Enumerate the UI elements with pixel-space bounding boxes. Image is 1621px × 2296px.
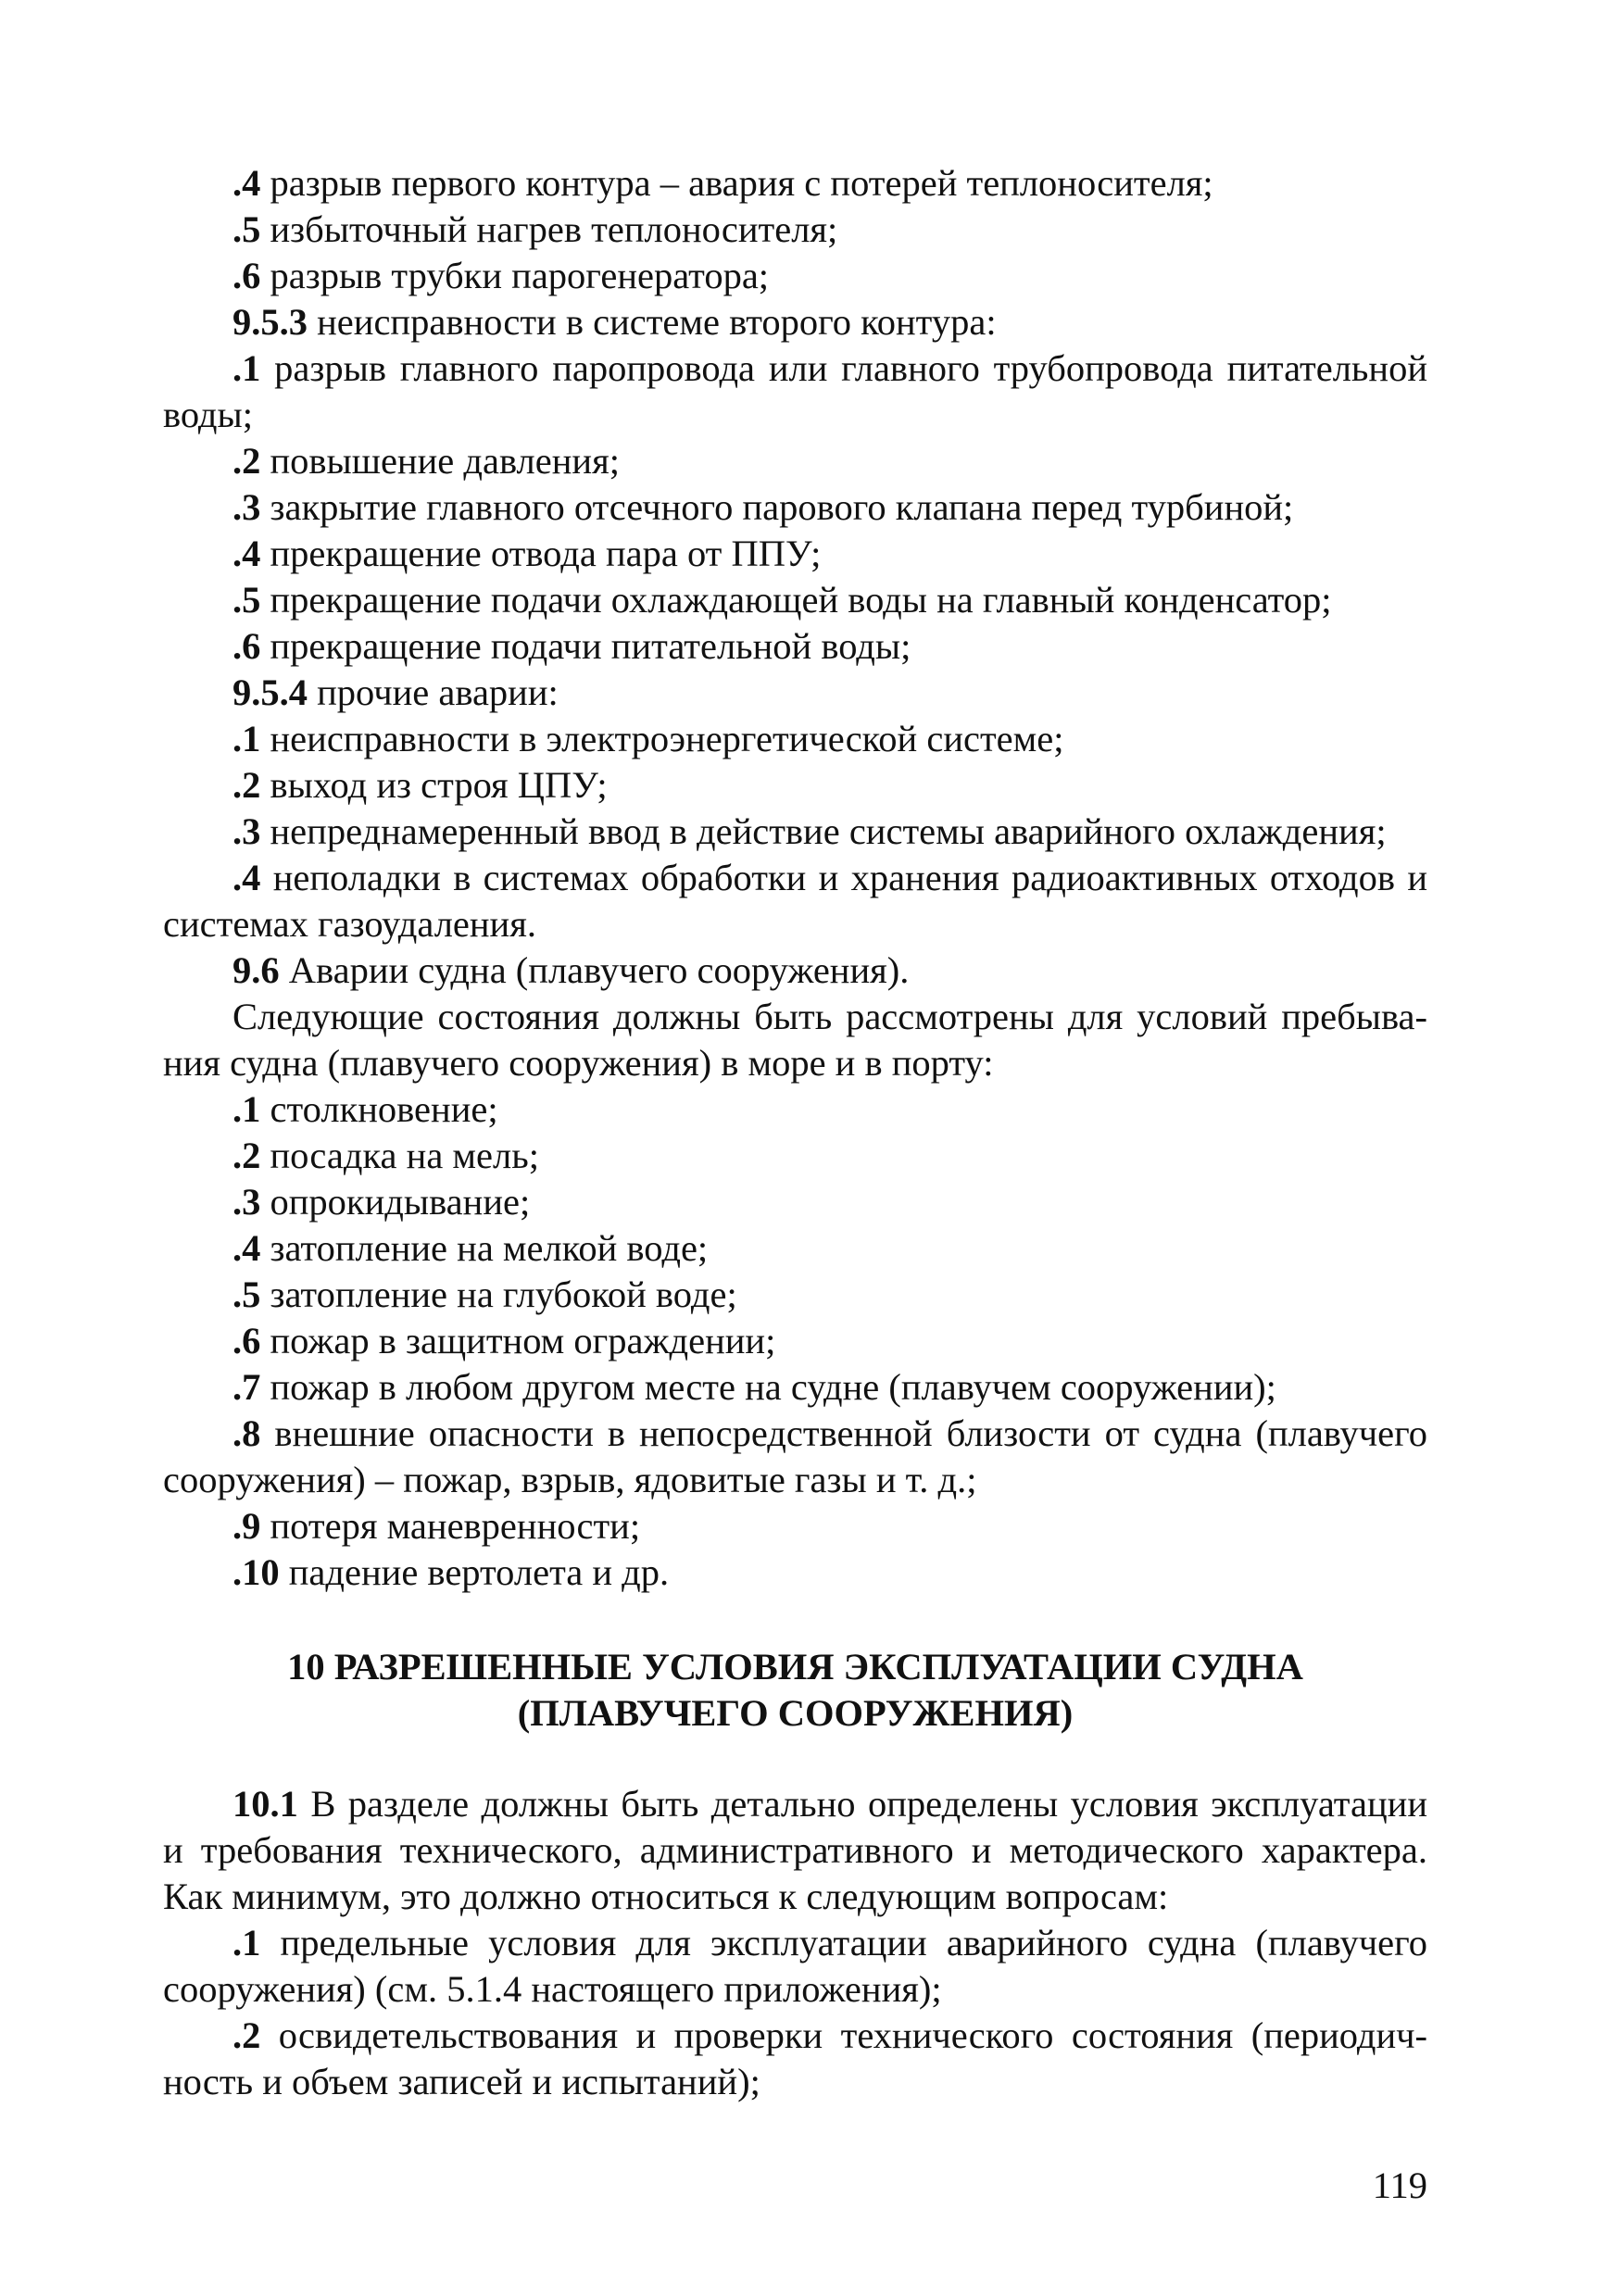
line-text: и требования технического, административного и методического характера. <box>163 1829 1427 1871</box>
item-number: 9.5.4 <box>232 671 308 713</box>
item-number: .2 <box>232 764 261 806</box>
text-line <box>0 392 1621 438</box>
line-text: неполадки в системах обработки и хранения радиоактивных отходов и <box>260 857 1427 898</box>
line-text: затопление на глубокой воде; <box>260 1273 737 1315</box>
item-number: .6 <box>232 625 261 667</box>
item-number: .1 <box>232 347 261 389</box>
line-text: сооружения) – пожар, взрыв, ядовитые газы и т. д.; <box>163 1459 977 1500</box>
item-number: .5 <box>232 1273 261 1315</box>
text-line <box>0 438 1621 484</box>
text-line <box>0 299 1621 345</box>
text-line <box>0 1827 1427 1874</box>
text-line <box>0 207 1621 253</box>
text-line <box>0 577 1621 623</box>
item-number: .4 <box>232 533 261 574</box>
line-text: выход из строя ЦПУ; <box>260 764 608 806</box>
line-text: избыточный нагрев теплоносителя; <box>260 208 838 250</box>
line-text: сооружения) (см. 5.1.4 настоящего приложения); <box>163 1968 942 2010</box>
line-text: потеря маневренности; <box>260 1505 641 1547</box>
item-number: .4 <box>232 162 261 204</box>
item-number: .1 <box>232 1088 261 1130</box>
text-line <box>0 1411 1427 1457</box>
text-line <box>0 1040 1621 1086</box>
item-number: 9.5.3 <box>232 301 308 343</box>
item-number: .6 <box>232 255 261 296</box>
text-line <box>0 901 1621 947</box>
item-number: .6 <box>232 1320 261 1361</box>
text-line <box>0 1179 1621 1225</box>
line-text: прочие аварии: <box>308 671 559 713</box>
item-number: 9.6 <box>232 949 280 991</box>
line-text: неисправности в электроэнергетической системе; <box>260 718 1064 759</box>
text-line <box>0 2013 1427 2059</box>
item-number: .3 <box>232 1181 261 1223</box>
line-text: освидетельствования и проверки технического состояния (периодич- <box>260 2014 1427 2056</box>
item-number: .4 <box>232 1227 261 1269</box>
line-text: разрыв трубки парогенератора; <box>260 255 770 296</box>
text-line <box>0 160 1621 207</box>
item-number: .3 <box>232 486 261 528</box>
line-text: предельные условия для эксплуатации аварийного судна (плавучего <box>260 1922 1427 1964</box>
item-number: 10.1 <box>232 1783 298 1825</box>
line-text: прекращение подачи питательной воды; <box>260 625 911 667</box>
text-line <box>0 2059 1621 2105</box>
text-line <box>0 762 1621 809</box>
line-text: разрыв первого контура – авария с потерей теплоносителя; <box>260 162 1213 204</box>
section-heading: (ПЛАВУЧЕГО СООРУЖЕНИЯ) <box>517 1692 1074 1734</box>
line-text: Как минимум, это должно относиться к следующим вопросам: <box>163 1876 1169 1917</box>
line-text: ния судна (плавучего сооружения) в море и в порту: <box>163 1042 994 1084</box>
text-line <box>0 1781 1427 1827</box>
text-line <box>0 531 1621 577</box>
line-text: падение вертолета и др. <box>279 1551 670 1593</box>
section-heading: 10 РАЗРЕШЕННЫЕ УСЛОВИЯ ЭКСПЛУАТАЦИИ СУДНА <box>287 1646 1303 1687</box>
item-number: .2 <box>232 1135 261 1176</box>
text-line <box>0 1318 1621 1364</box>
line-text: разрыв главного паропровода или главного трубопровода питательной <box>260 347 1427 389</box>
line-text: Следующие состояния должны быть рассмотрены для условий пребыва- <box>232 996 1427 1037</box>
page-number: 119 <box>1372 2164 1427 2206</box>
text-line <box>0 994 1427 1040</box>
item-number: .1 <box>232 1922 261 1964</box>
text-line <box>0 716 1621 762</box>
line-text: повышение давления; <box>260 440 620 482</box>
item-number: .2 <box>232 440 261 482</box>
item-number: .7 <box>232 1366 261 1408</box>
text-line <box>0 345 1427 392</box>
line-text: системах газоудаления. <box>163 903 536 945</box>
item-number: .9 <box>232 1505 261 1547</box>
item-number: .5 <box>232 579 261 621</box>
line-text: закрытие главного отсечного парового клапана перед турбиной; <box>260 486 1294 528</box>
line-text: воды; <box>163 394 253 435</box>
text-line <box>0 1549 1621 1596</box>
item-number: .3 <box>232 810 261 852</box>
item-number: .10 <box>232 1551 280 1593</box>
item-number: .2 <box>232 2014 261 2056</box>
item-number: .5 <box>232 208 261 250</box>
text-line <box>0 855 1427 901</box>
line-text: неисправности в системе второго контура: <box>308 301 997 343</box>
text-line <box>0 1225 1621 1272</box>
text-line <box>0 1874 1621 1920</box>
line-text: Аварии судна (плавучего сооружения). <box>279 949 910 991</box>
text-line <box>0 1966 1621 2013</box>
text-line <box>0 670 1621 716</box>
text-line <box>0 1503 1621 1549</box>
item-number: .4 <box>232 857 261 898</box>
line-text: непреднамеренный ввод в действие системы аварийного охлаждения; <box>260 810 1387 852</box>
text-line <box>0 1133 1621 1179</box>
line-text: опрокидывание; <box>260 1181 531 1223</box>
text-line <box>0 947 1621 994</box>
text-line <box>0 1920 1427 1966</box>
item-number: .8 <box>232 1412 261 1454</box>
line-text: ность и объем записей и испытаний); <box>163 2061 760 2102</box>
text-line <box>0 1364 1621 1411</box>
line-text: внешние опасности в непосредственной близости от судна (плавучего <box>260 1412 1427 1454</box>
text-line <box>0 1272 1621 1318</box>
line-text: пожар в любом другом месте на судне (плавучем сооружении); <box>260 1366 1276 1408</box>
line-text: затопление на мелкой воде; <box>260 1227 709 1269</box>
item-number: .1 <box>232 718 261 759</box>
text-line <box>0 809 1621 855</box>
line-text: пожар в защитном ограждении; <box>260 1320 776 1361</box>
text-line <box>0 1457 1621 1503</box>
text-line <box>0 253 1621 299</box>
line-text: прекращение подачи охлаждающей воды на главный конденсатор; <box>260 579 1332 621</box>
text-line <box>0 1086 1621 1133</box>
line-text: столкновение; <box>260 1088 498 1130</box>
line-text: посадка на мель; <box>260 1135 539 1176</box>
line-text: В разделе должны быть детально определены условия эксплуатации <box>297 1783 1427 1825</box>
text-line <box>0 623 1621 670</box>
line-text: прекращение отвода пара от ППУ; <box>260 533 822 574</box>
text-line <box>0 484 1621 531</box>
